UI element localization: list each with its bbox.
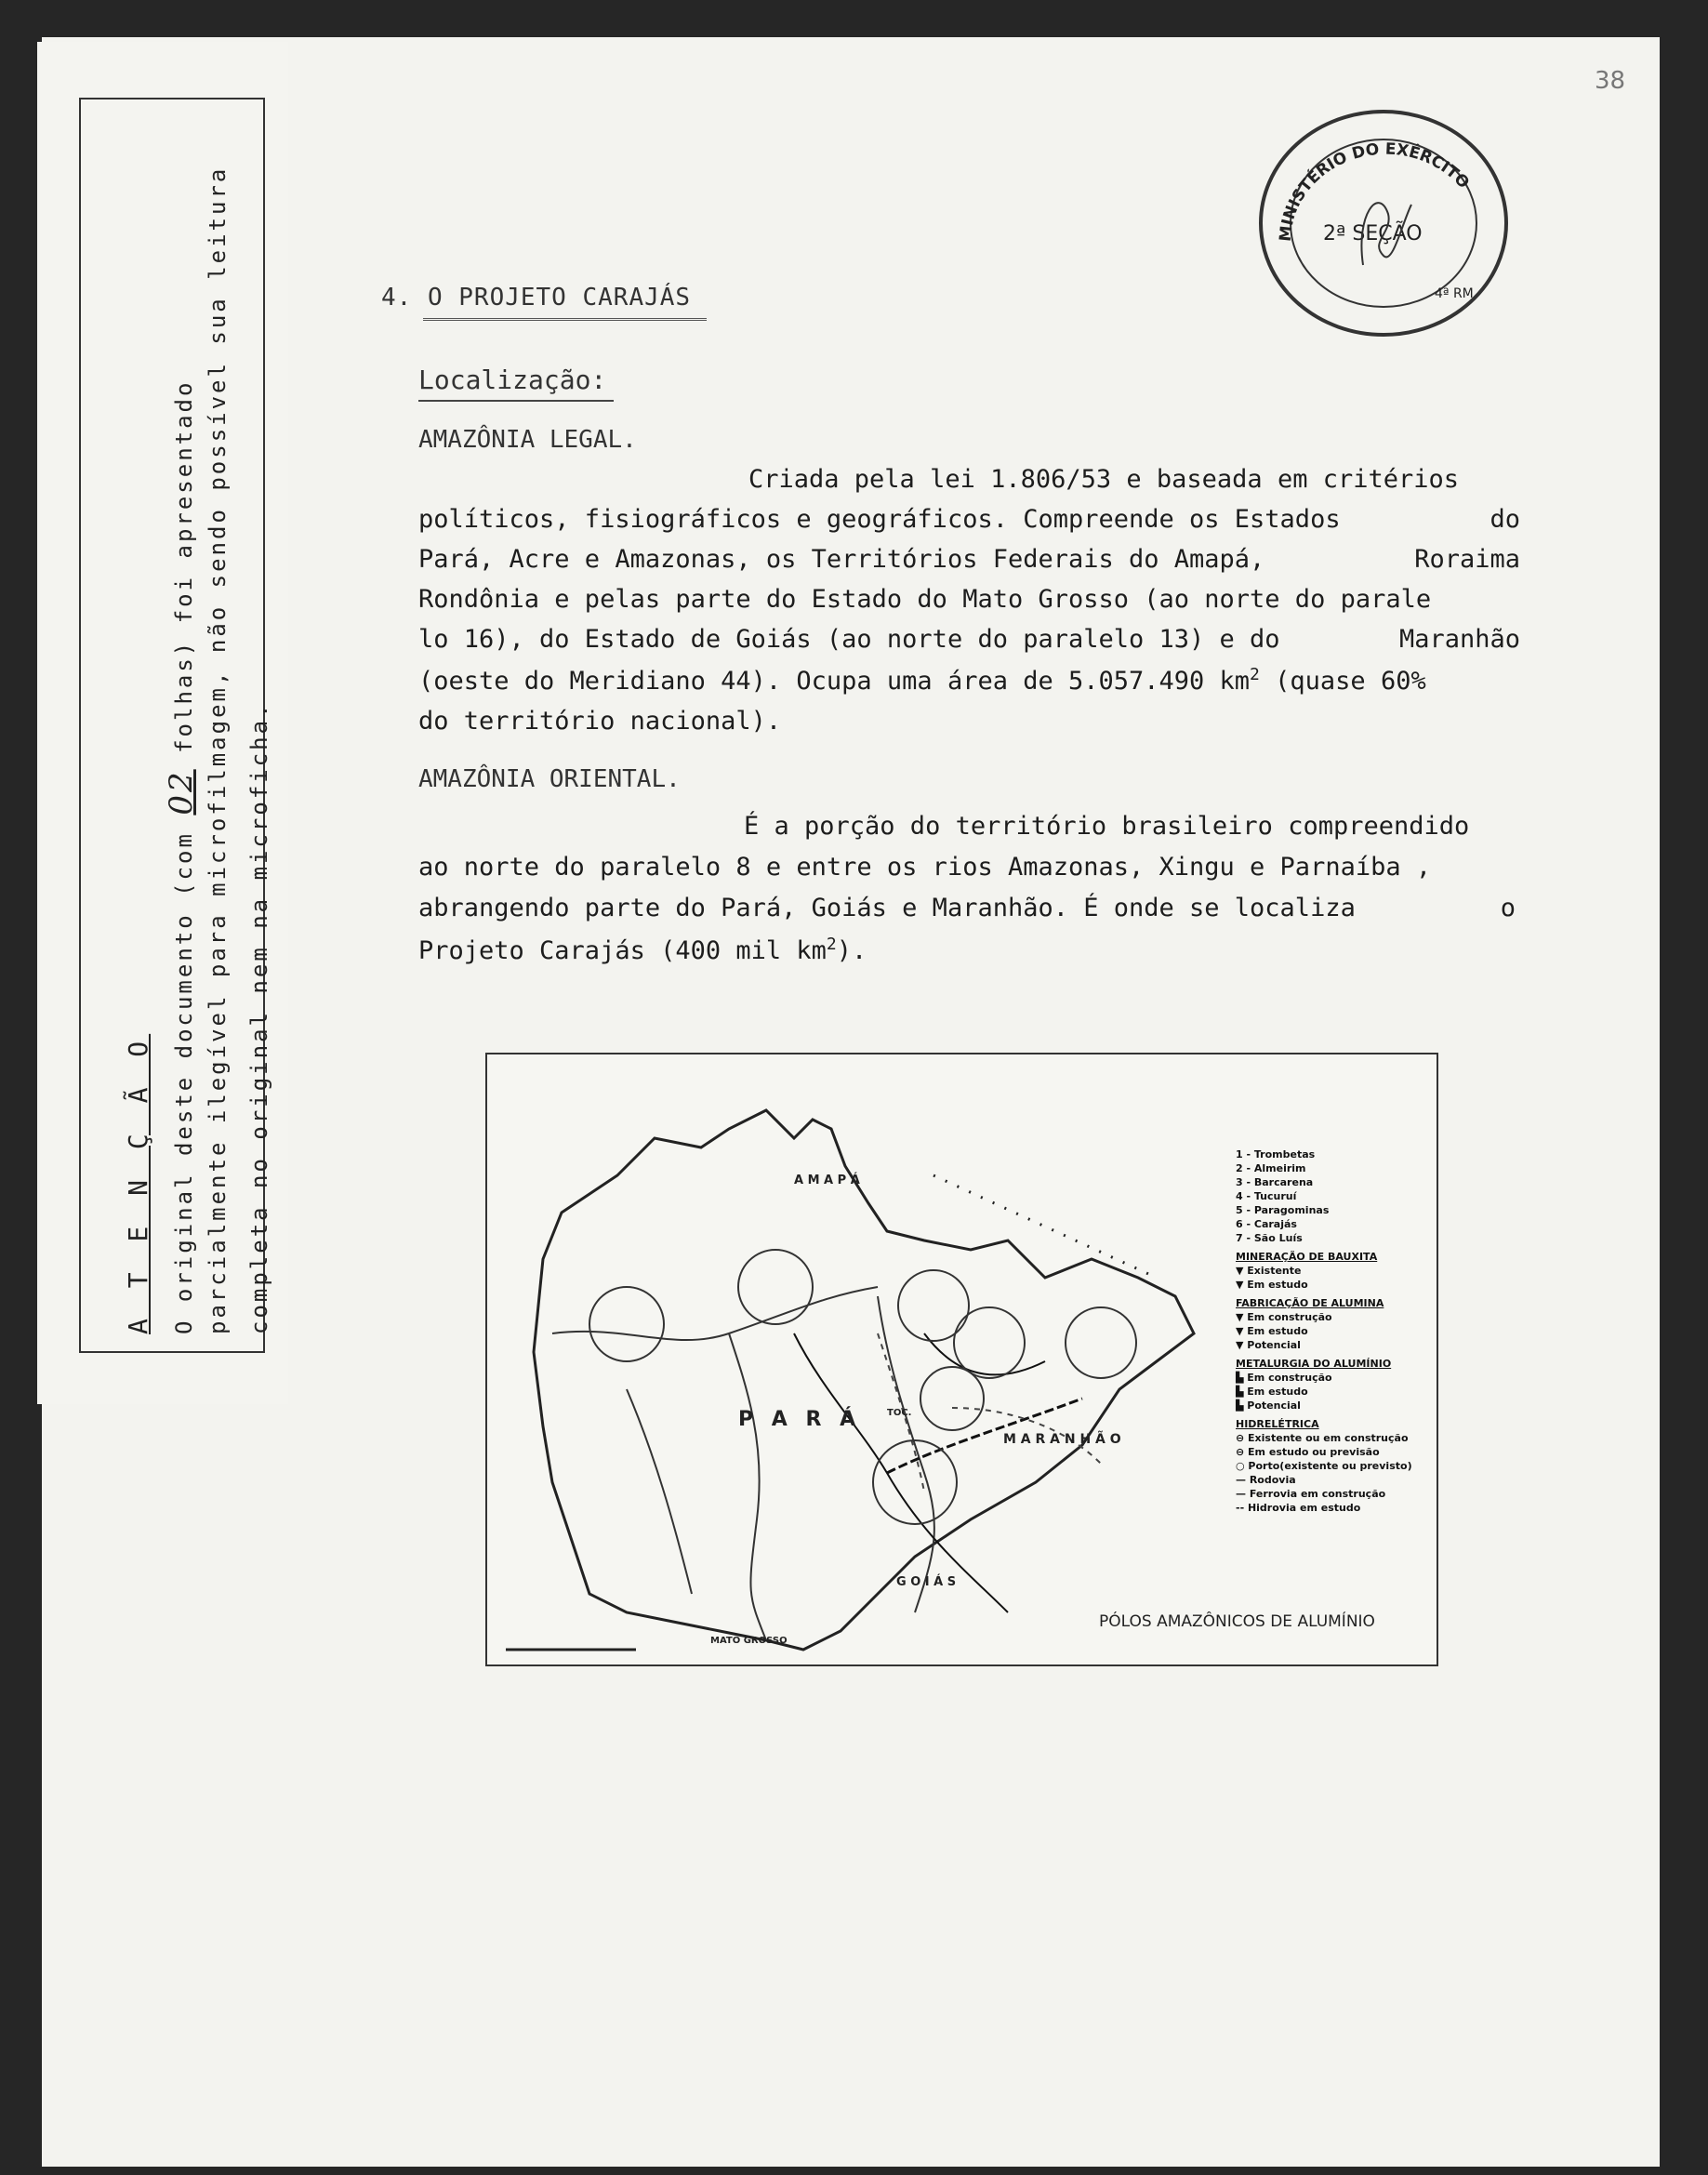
carajas-area-end: ). <box>836 936 867 965</box>
paragraph-line-end: o <box>1500 894 1516 922</box>
legend-item: ▼ Em estudo <box>1236 1279 1308 1291</box>
area-percent: (quase 60% <box>1275 667 1426 696</box>
legend-item: ▙ Potencial <box>1236 1399 1301 1412</box>
pole-circle-3 <box>898 1270 969 1341</box>
map-label-tocantins: TOC. <box>887 1408 912 1418</box>
paragraph-line: do território nacional). <box>418 707 782 736</box>
pole-circle-7 <box>1066 1307 1136 1378</box>
superscript: 2 <box>826 935 837 954</box>
river <box>729 1333 766 1640</box>
legend-item: ▼ Existente <box>1236 1265 1302 1277</box>
map-figure <box>485 1053 1438 1666</box>
legend-item: ▼ Em estudo <box>1236 1325 1308 1337</box>
paragraph-line-text: lo 16), do Estado de Goiás (ao norte do paralelo 13) e do <box>418 625 1280 654</box>
legend-item: ⊖ Existente ou em construção <box>1236 1432 1409 1444</box>
legend-item: 4 - Tucuruí <box>1236 1190 1297 1202</box>
section-title: 4. O PROJETO CARAJÁS <box>381 284 692 312</box>
legend-item: -- Hidrovia em estudo <box>1236 1502 1361 1514</box>
legend-item: — Ferrovia em construção <box>1236 1488 1386 1500</box>
handwritten-sheet-count: 02 <box>163 769 200 816</box>
map-label-goias: G O I Á S <box>896 1575 957 1589</box>
legend-item: ⊖ Em estudo ou previsão <box>1236 1446 1380 1458</box>
pole-circle-1 <box>589 1287 664 1361</box>
page-number: 38 <box>1595 67 1626 95</box>
location-underline <box>418 400 614 402</box>
paragraph-line-text: políticos, fisiográficos e geográficos. Compreende os Estados <box>418 505 1341 534</box>
paragraph-line: ao norte do paralelo 8 e entre os rios Amazonas, Xingu e Parnaíba , <box>418 853 1432 882</box>
attention-line-1 <box>163 380 200 1334</box>
paragraph-line <box>418 665 1426 696</box>
paragraph-line <box>418 935 867 965</box>
legend-item: ▼ Em construção <box>1236 1311 1332 1323</box>
attention-line-1-start: O original deste documento (com <box>171 831 197 1334</box>
stamp-bottom-text: 4ª RM <box>1435 286 1474 301</box>
legend-heading: FABRICAÇÃO DE ALUMINA <box>1236 1297 1384 1309</box>
legend-item: ▙ Em estudo <box>1236 1386 1308 1398</box>
attention-line-1-end: folhas) foi apresentado <box>171 379 197 753</box>
paragraph-line-end: Roraima <box>1414 545 1520 574</box>
pole-circle-2 <box>738 1250 813 1324</box>
legend-item: 2 - Almeirim <box>1236 1162 1306 1174</box>
legend-item: ▙ Em construção <box>1236 1372 1332 1384</box>
map-caption: PÓLOS AMAZÔNICOS DE ALUMÍNIO <box>1099 1612 1375 1631</box>
area-text: (oeste do Meridiano 44). Ocupa uma área de 5.057.490 km <box>418 667 1251 696</box>
region-outline <box>534 1110 1194 1650</box>
amazonia-oriental-heading: AMAZÔNIA ORIENTAL. <box>418 765 681 793</box>
attention-line-2: parcialmente ilegível para microfilmagem, não sendo possível sua leitura <box>205 166 231 1334</box>
river <box>552 1287 878 1340</box>
legend-item: ▼ Potencial <box>1236 1339 1301 1351</box>
legend-item: 3 - Barcarena <box>1236 1176 1314 1188</box>
legend-item: 1 - Trombetas <box>1236 1148 1316 1160</box>
legend-heading: HIDRELÉTRICA <box>1236 1418 1319 1430</box>
superscript: 2 <box>1250 665 1260 684</box>
map-legend <box>1236 1147 1431 1515</box>
legend-item: — Rodovia <box>1236 1474 1296 1486</box>
legend-heading: METALURGIA DO ALUMÍNIO <box>1236 1358 1392 1370</box>
paragraph-line-text: Pará, Acre e Amazonas, os Territórios Federais do Amapá, <box>418 545 1265 574</box>
legend-item: 6 - Carajás <box>1236 1218 1297 1230</box>
ministry-stamp <box>1253 102 1514 344</box>
map-label-amapa: A M A P Á <box>794 1174 860 1187</box>
attention-title: A T E N Ç Ã O <box>123 1033 153 1334</box>
paragraph-line-end: Maranhão <box>1398 625 1520 654</box>
legend-item: 7 - São Luís <box>1236 1232 1303 1244</box>
legend-heading: MINERAÇÃO DE BAUXITA <box>1236 1251 1378 1263</box>
pole-circle-6 <box>920 1367 984 1430</box>
map-label-mato-grosso: MATO GROSSO <box>710 1636 788 1646</box>
section-title-underline <box>423 318 707 321</box>
stamp-ring-text: MINISTÉRIO DO EXÉRCITO <box>1276 139 1473 243</box>
pole-circle-5 <box>954 1307 1025 1378</box>
paragraph-line: Criada pela lei 1.806/53 e baseada em critérios <box>748 465 1460 494</box>
attention-slip <box>37 42 288 1404</box>
location-label: Localização: <box>418 365 607 395</box>
legend-item: ○ Porto(existente ou previsto) <box>1236 1460 1412 1472</box>
map-label-para: P A R Á <box>738 1408 862 1431</box>
map-label-maranhao: M A R A N H Ã O <box>1003 1432 1121 1447</box>
river <box>627 1389 692 1594</box>
carajas-area-text: Projeto Carajás (400 mil km <box>418 936 827 965</box>
paragraph-line: Rondônia e pelas parte do Estado do Mato Grosso (ao norte do parale <box>418 585 1432 614</box>
attention-line-3: completa no original nem na microficha. <box>246 701 272 1334</box>
legend-item: 5 - Paragominas <box>1236 1204 1330 1216</box>
paragraph-line-text: abrangendo parte do Pará, Goiás e Maranhão. É onde se localiza <box>418 894 1356 922</box>
paragraph-line: É a porção do território brasileiro compreendido <box>744 812 1470 841</box>
stamp-center-text: 2ª SEÇÃO <box>1323 222 1423 245</box>
paragraph-line-end: do <box>1490 505 1520 534</box>
amazonia-legal-heading: AMAZÔNIA LEGAL. <box>418 426 637 454</box>
coast-dots <box>933 1175 1157 1278</box>
